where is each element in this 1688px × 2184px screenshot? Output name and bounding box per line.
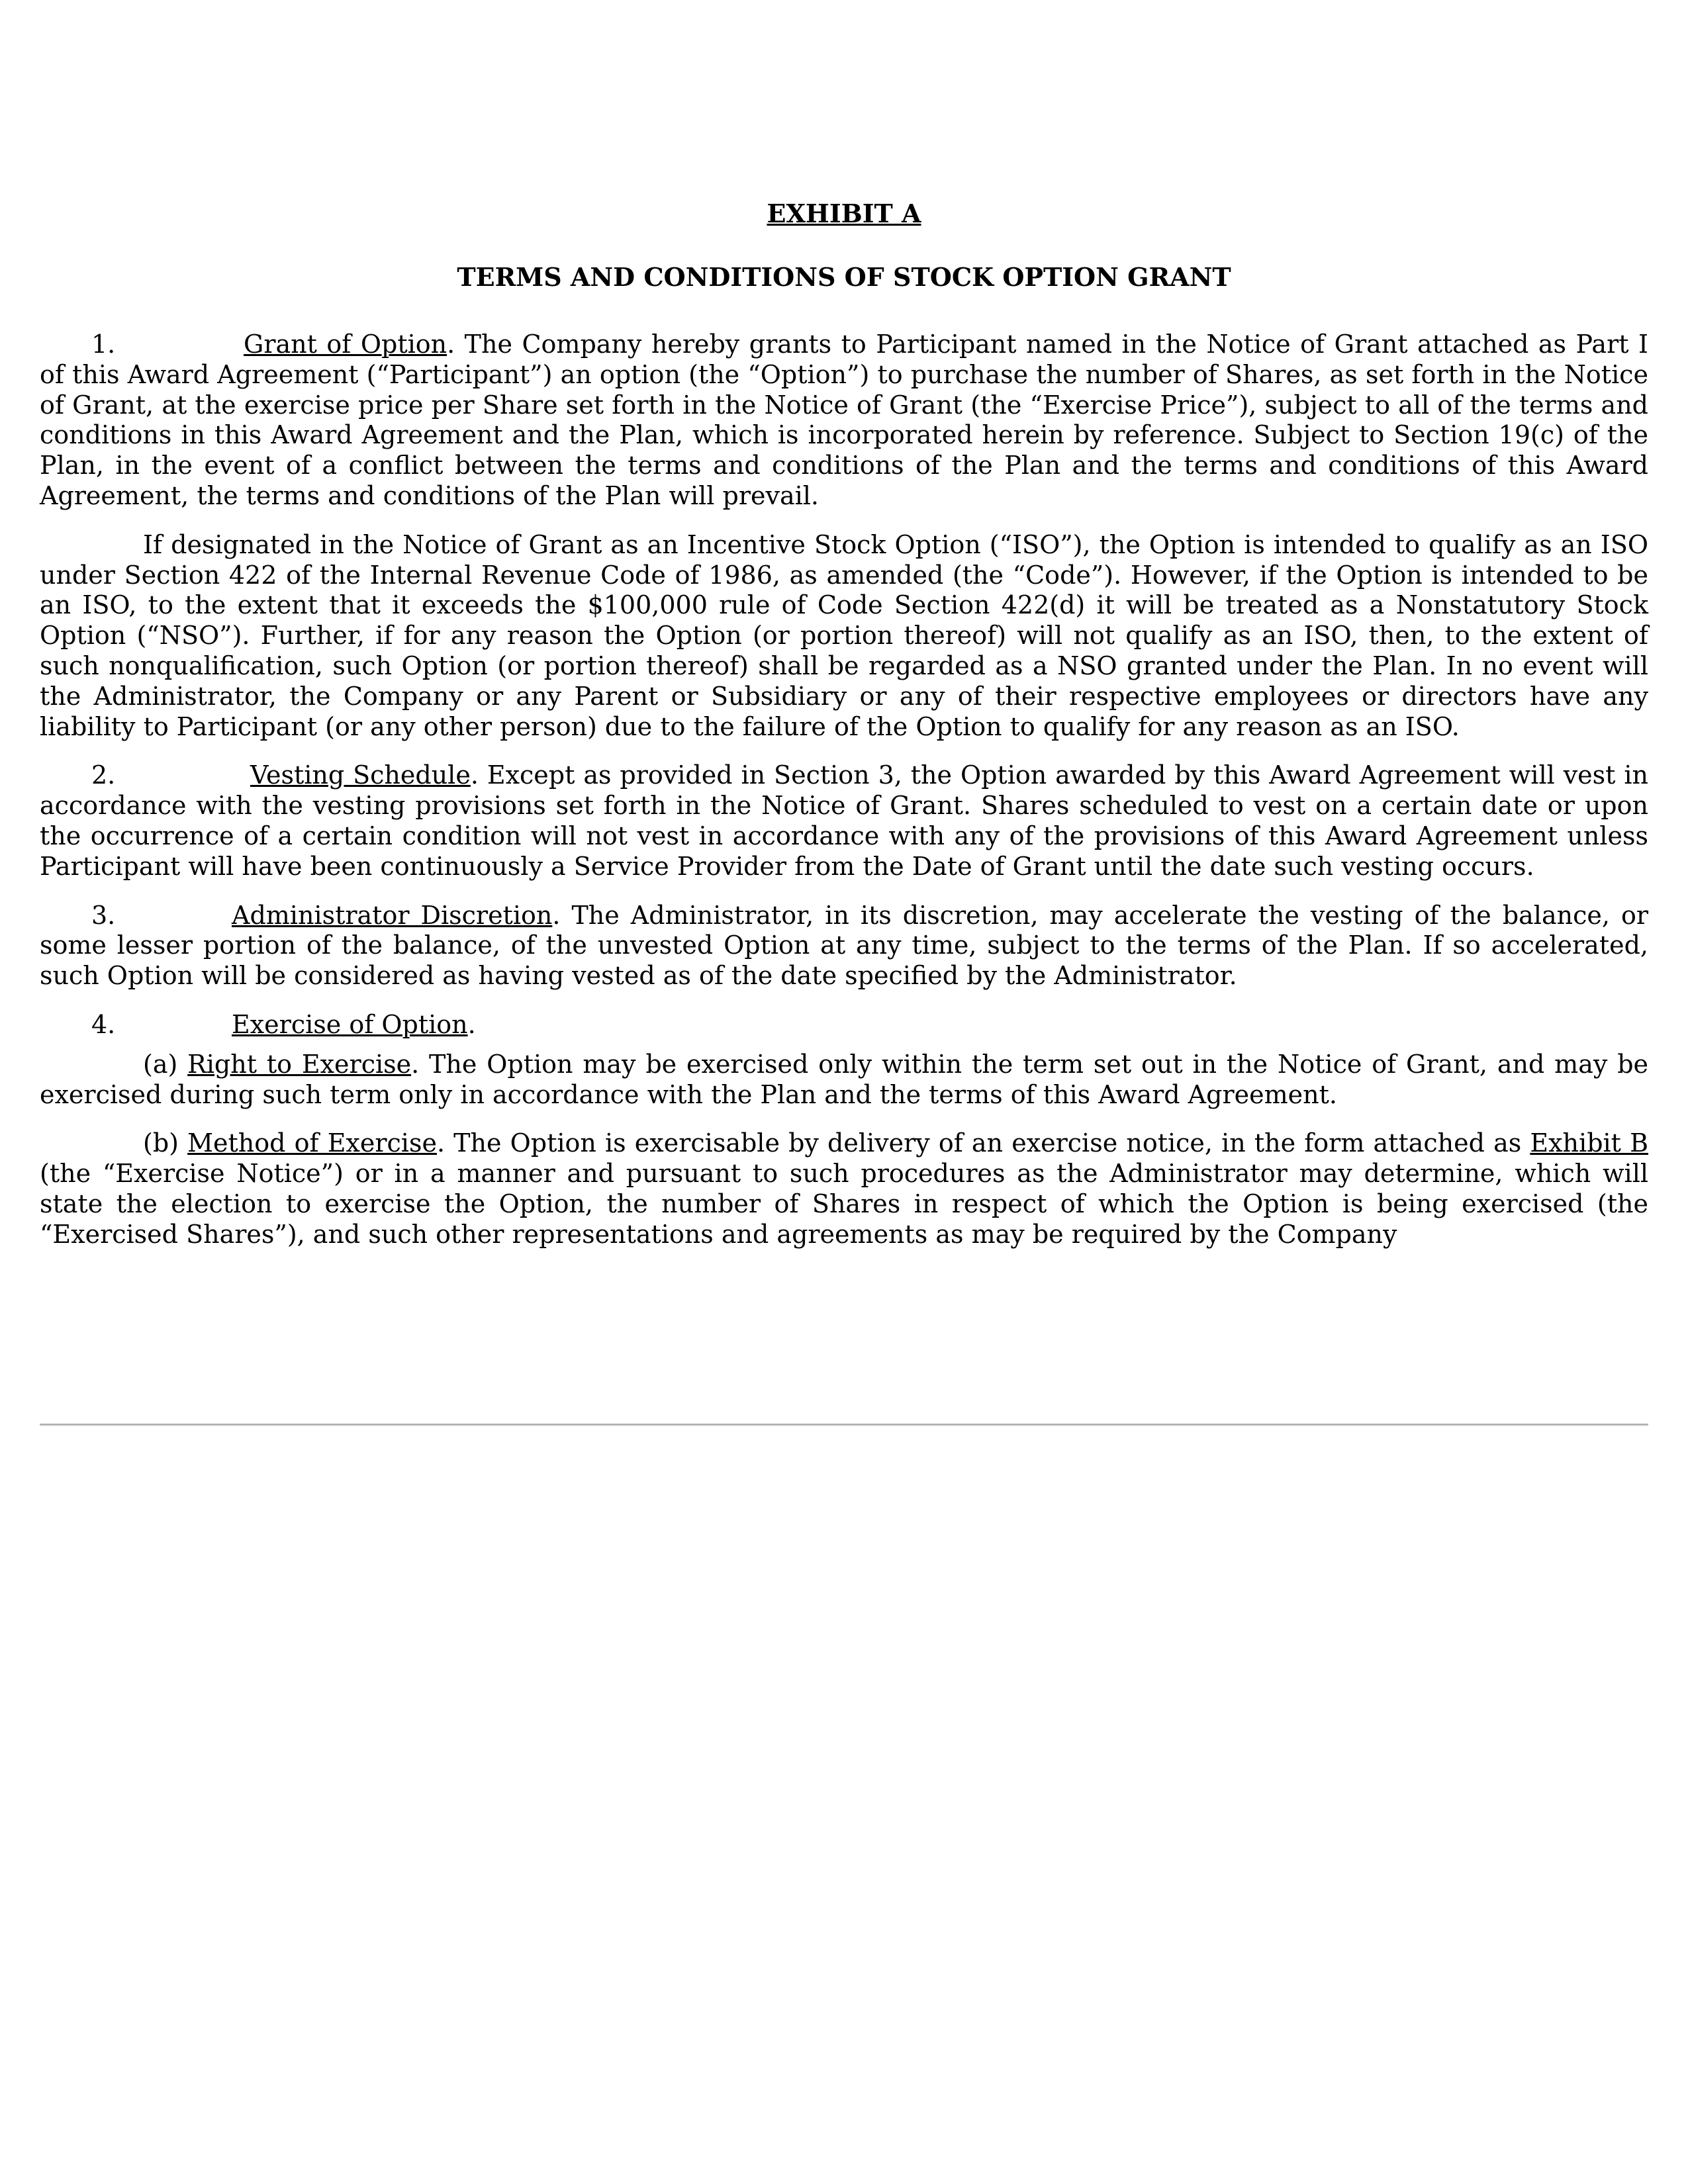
section-text: . Except as provided in Section 3, the Option awarded by this Award Agreement will vest in accordance with the vesting provisions set forth in the Notice of Grant. Shares scheduled to vest on a certain date or upon the occurrence of a certain condition will not vest in accordance with any of the provisions of this Award Agreement unless Participant will have been continuously a Service Provider from the Date of Grant until the date such vesting occurs. — [40, 760, 1648, 881]
section-text: . The Company hereby grants to Participant named in the Notice of Grant attached as Part I of this Award Agreement (“Participant”) an option (the “Option”) to purchase the number of Shares, as set forth in the Notice of Grant, at the exercise price per Share set forth in the Notice of Grant (the “Exercise Price”), subject to all of the terms and conditions in this Award Agreement and the Plan, which is incorporated herein by reference. Subject to Section 19(c) of the Plan, in the event of a conflict between the terms and conditions of the Plan and the terms and conditions of this Award Agreement, the terms and conditions of the Plan will prevail. — [40, 330, 1648, 510]
page-divider — [40, 1424, 1648, 1426]
section-text: . — [467, 1009, 476, 1039]
subsection-label: (a) — [143, 1049, 188, 1079]
section-heading: Exercise of Option — [232, 1009, 468, 1039]
paragraph-text: If designated in the Notice of Grant as an Incentive Stock Option (“ISO”), the Option is intended to qualify as an ISO under Section 422 of the Internal Revenue Code of 1986, as amended (the “Code”). However, if the Option is intended to be an ISO, to the extent that it exceeds the $100,000 rule of Code Section 422(d) it will be treated as a Nonstatutory Stock Option (“NSO”). Further, if for any reason the Option (or portion thereof) will not qualify as an ISO, then, to the extent of such nonqualification, such Option (or portion thereof) shall be regarded as a NSO granted under the Plan. In no event will the Administrator, the Company or any Parent or Subsidiary or any of their respective employees or directors have any liability to Participant (or any other person) due to the failure of the Option to qualify for any reason as an ISO. — [40, 529, 1648, 741]
section-4b-method-of-exercise — [40, 1128, 1648, 1250]
subsection-heading: Method of Exercise — [187, 1128, 437, 1158]
section-text: . The Administrator, in its discretion, may accelerate the vesting of the balance, or some lesser portion of the balance, of the unvested Option at any time, subject to the terms of the Plan. If so accelerated, such Option will be considered as having vested as of the date specified by the Administrator. — [40, 900, 1648, 991]
section-number: 4. — [91, 1009, 116, 1039]
document-page — [40, 199, 1648, 1269]
section-heading: Vesting Schedule — [250, 760, 471, 790]
section-number: 3. — [91, 900, 116, 930]
section-4-exercise-of-option — [40, 1010, 1648, 1040]
section-2-vesting-schedule — [40, 760, 1648, 882]
document-subtitle: TERMS AND CONDITIONS OF STOCK OPTION GRANT — [457, 262, 1231, 292]
exhibit-title: EXHIBIT A — [767, 199, 921, 228]
section-1-grant-of-option — [40, 330, 1648, 512]
subsection-text: . The Option is exercisable by delivery of an exercise notice, in the form attached as — [436, 1128, 1530, 1158]
subsection-text: . The Option may be exercised only within the term set out in the Notice of Grant, and may be exercised during such term only in accordance with the Plan and the terms of this Award Agreement. — [40, 1049, 1649, 1109]
section-3-administrator-discretion — [40, 901, 1648, 991]
subsection-heading: Right to Exercise — [187, 1049, 412, 1079]
section-4a-right-to-exercise — [40, 1050, 1648, 1111]
section-heading: Grant of Option — [244, 330, 447, 359]
subsection-label: (b) — [143, 1128, 188, 1158]
section-number: 2. — [91, 760, 116, 790]
section-1-iso-paragraph — [40, 530, 1648, 743]
section-number: 1. — [91, 330, 116, 359]
exhibit-b-reference: Exhibit B — [1530, 1128, 1649, 1158]
section-heading: Administrator Discretion — [232, 900, 553, 930]
subsection-text-continued: (the “Exercise Notice”) or in a manner and pursuant to such procedures as the Administrator may determine, which will state the election to exercise the Option, the number of Shares in respect of which the Option is being exercised (the “Exercised Shares”), and such other representations and agreements as may be required by the Company — [40, 1159, 1648, 1249]
